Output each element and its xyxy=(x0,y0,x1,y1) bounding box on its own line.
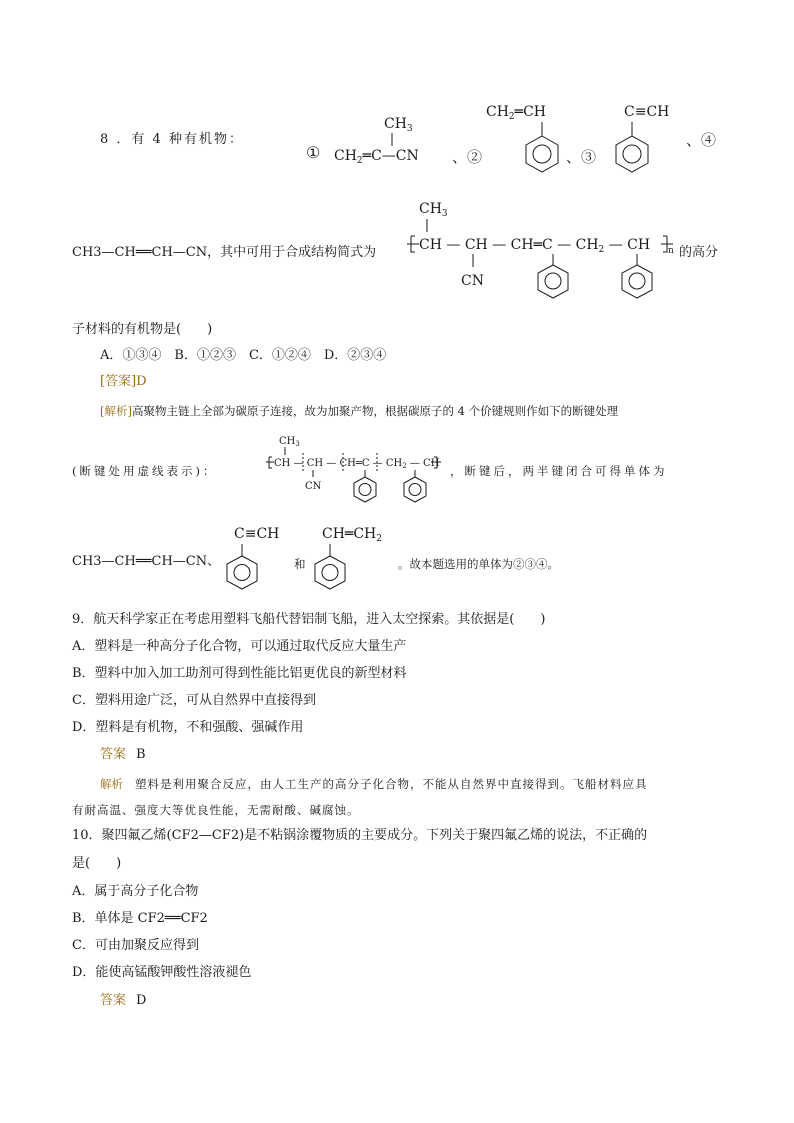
benzene-ring-3 xyxy=(616,136,648,172)
answer-value: D xyxy=(136,993,147,1008)
svg-text:CH═CH2: $CH═CH_2$ xyxy=(322,526,383,544)
polymer-structure xyxy=(405,195,680,310)
polymer-n: n xyxy=(668,246,674,256)
q8-and: 和 xyxy=(294,557,306,571)
q9-option-a: A．塑料是一种高分子化合物，可以通过取代反应大量生产 xyxy=(72,639,407,654)
q8-options: A．①③④ B．①②③ C．①②④ D．②③④ xyxy=(100,348,387,363)
polymer-broken-structure xyxy=(265,430,445,508)
answer-value: D xyxy=(136,374,147,389)
q8-monomer-1: CH3—CH══CH—CN、 xyxy=(72,554,221,569)
q10-option-b: B．单体是 CF2══CF2 xyxy=(72,911,208,926)
item1-methyl: $CH_3$ xyxy=(384,116,413,134)
q9-answer xyxy=(100,746,146,764)
q8-analysis-2-suffix: ，断键后，两半键闭合可得单体为 xyxy=(450,464,668,478)
q8-conclusion: 。故本题选用的单体为②③④。 xyxy=(398,557,559,571)
q10-option-c: C．可由加聚反应得到 xyxy=(72,938,199,953)
q10-answer xyxy=(100,992,146,1010)
polymer-cn: CN xyxy=(461,273,484,289)
q10-option-d: D．能使高锰酸钾酸性溶液褪色 xyxy=(72,965,252,980)
item1-number: ① xyxy=(306,143,321,162)
separator-2: 、② xyxy=(452,148,483,166)
separator-3: 、③ xyxy=(566,148,597,166)
svg-text:CH — CH — CH═C — CH2 — CH: CH — CH — CH═C — $CH_2$ — CH xyxy=(274,458,440,470)
monomer-phenylacetylene xyxy=(210,520,300,600)
q8-analysis-1: [解析]高聚物主链上全部为碳原子连接，故为加聚产物，根据碳原子的 4 个价键规则作如下的断键处理 xyxy=(100,404,619,418)
q9-analysis-1: 解析 塑料是利用聚合反应，由人工生产的高分子化合物，不能从自然界中直接得到。飞船材料应具 xyxy=(100,777,648,791)
q8-suffix: 的高分 xyxy=(679,245,719,260)
q9-option-b: B．塑料中加入加工助剂可得到性能比铝更优良的新型材料 xyxy=(72,666,407,681)
q8-analysis-2-prefix: (断键处用虚线表示)： xyxy=(72,464,218,478)
benzene-ring-2 xyxy=(526,136,558,172)
svg-text:C≡CH: C≡CH xyxy=(234,526,280,542)
q8-line3: 子材料的有机物是( ) xyxy=(72,322,213,337)
answer-tag: 答案 xyxy=(100,993,127,1008)
structure-2-styrene xyxy=(480,100,580,185)
q9-stem: 9．航天科学家正在考虑用塑料飞船代替铝制飞船，进入太空探索。其依据是( ) xyxy=(72,612,546,627)
analysis-tag: [解析] xyxy=(100,404,132,418)
q8-item4: CH3—CH══CH—CN，其中可用于合成结构简式为 xyxy=(72,245,377,260)
item2-vinyl: $CH_2═CH$ xyxy=(486,104,547,122)
q8-intro: 8 ．有 4 种有机物： xyxy=(100,132,244,147)
answer-tag: 答案 xyxy=(100,747,127,762)
separator-4: 、④ xyxy=(686,131,717,149)
q9-option-c: C．塑料用途广泛，可从自然界中直接得到 xyxy=(72,693,316,708)
monomer-styrene xyxy=(300,520,400,600)
q10-stem-1: 10．聚四氟乙烯(CF2—CF2)是不粘锅涂覆物质的主要成分。下列关于聚四氟乙烯的说法，不正确的 xyxy=(72,828,648,843)
q10-option-a: A．属于高分子化合物 xyxy=(72,884,199,899)
svg-text:CN: CN xyxy=(305,481,322,492)
answer-tag: [答案] xyxy=(100,374,137,389)
q9-option-d: D．塑料是有机物，不和强酸、强碱作用 xyxy=(72,720,304,735)
polymer-chain: CH — CH — CH═C — $CH_2$ — CH xyxy=(419,237,651,255)
item3-ethynyl: C≡CH xyxy=(624,104,670,120)
q8-answer xyxy=(100,373,147,391)
analysis-tag: 解析 xyxy=(100,777,123,791)
q9-analysis-2: 有耐高温、强度大等优良性能，无需耐酸、碱腐蚀。 xyxy=(72,803,360,817)
item1-formula: $CH_2═C—CN$ xyxy=(334,148,419,166)
svg-text:CH3: $CH_3$ xyxy=(279,436,300,448)
structure-1-methacrylonitrile xyxy=(300,108,450,168)
structure-3-phenylacetylene xyxy=(600,100,690,185)
q10-stem-2: 是( ) xyxy=(72,856,122,871)
svg-text:CH3: $CH_3$ xyxy=(419,201,448,219)
answer-value: B xyxy=(136,747,146,762)
